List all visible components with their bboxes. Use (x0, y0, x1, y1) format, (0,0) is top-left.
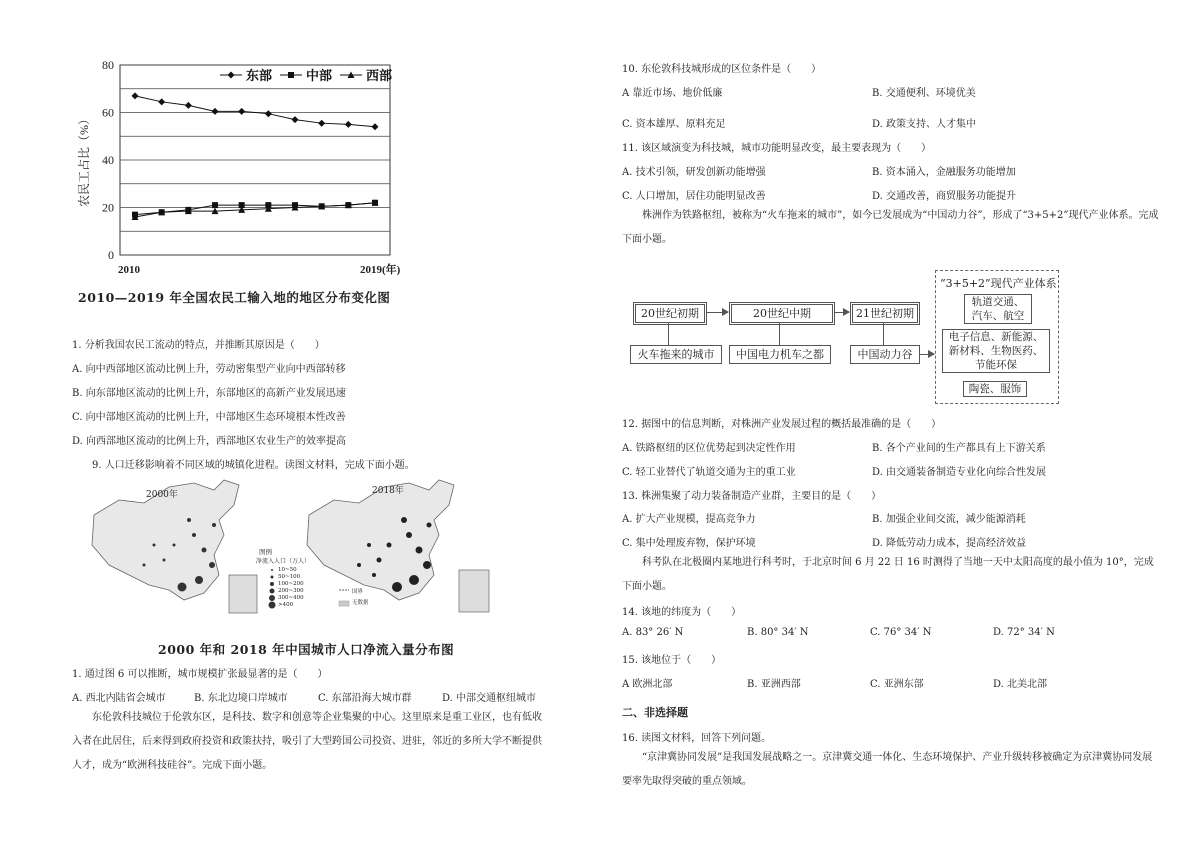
legend-label: 中部 (306, 68, 333, 83)
map-legend-boundary: 国界 (352, 589, 364, 595)
y-tick-label: 40 (102, 153, 114, 167)
data-point (372, 123, 379, 130)
q15-stem: 15. 该地位于（ ） (622, 655, 722, 666)
map-legend-item: 200~300 (278, 588, 304, 594)
data-point (212, 202, 218, 208)
jjj-passage: “京津冀协同发展”是我国发展战略之一。京津冀交通一体化、生态环境保护、产业升级转移被确定为京津冀协同发展要率先取得突破的重点领域。 (622, 752, 1153, 787)
legend-marker (228, 72, 235, 79)
q10-option-a[interactable]: A 靠近市场、地价低廉 (622, 88, 723, 99)
q15-option-d[interactable]: D. 北美北部 (993, 679, 1048, 690)
y-axis-label: 农民工占比（%） (77, 113, 91, 207)
q1-option-a[interactable]: A. 向中西部地区流动比例上升，劳动密集型产业向中西部转移 (72, 364, 346, 375)
map-legend-item: 300~400 (278, 595, 304, 601)
data-point (185, 102, 192, 109)
q13-option-c[interactable]: C. 集中处理废弃物，保护环境 (622, 538, 756, 549)
y-tick-label: 0 (108, 248, 114, 262)
map-legend-item: 100~200 (278, 581, 304, 587)
q14-option-a[interactable]: A. 83° 26′ N (622, 627, 684, 638)
q13-option-b[interactable]: B. 加强企业间交流，减少能源消耗 (872, 514, 1026, 525)
q10-option-d[interactable]: D. 政策支持、人才集中 (872, 119, 977, 130)
q11-option-c[interactable]: C. 人口增加，居住功能明显改善 (622, 191, 766, 202)
y-tick-label: 60 (102, 105, 114, 120)
q1b-option-a[interactable]: A. 西北内陆省会城市 (72, 693, 166, 704)
q14-option-d[interactable]: D. 72° 34′ N (993, 627, 1055, 638)
q11-option-b[interactable]: B. 资本涌入，金融服务功能增加 (872, 167, 1016, 178)
q14-option-c[interactable]: C. 76° 34′ N (870, 627, 932, 638)
q11-option-a[interactable]: A. 技术引领，研发创新功能增强 (622, 167, 766, 178)
stage-1-label: 火车拖来的城市 (630, 345, 722, 364)
legend-marker (288, 72, 294, 78)
q11-stem: 11. 该区域演变为科技城，城市功能明显改变，最主要表现为（ ） (622, 143, 932, 154)
q12-option-b[interactable]: B. 各个产业间的生产都具有上下游关系 (872, 443, 1046, 454)
section-2-heading: 二、非选择题 (622, 706, 688, 719)
q15-option-b[interactable]: B. 亚洲西部 (747, 679, 801, 690)
series-line (135, 96, 375, 127)
q16-stem: 16. 读图文材料，回答下列问题。 (622, 733, 772, 744)
x-tick-label: 2019(年) (360, 264, 401, 276)
q13-option-d[interactable]: D. 降低劳动力成本，提高经济效益 (872, 538, 1027, 549)
q12-option-c[interactable]: C. 轻工业替代了轨道交通为主的重工业 (622, 467, 796, 478)
data-point (292, 116, 299, 123)
q1b-option-c[interactable]: C. 东部沿海大城市群 (318, 693, 412, 704)
q12-option-a[interactable]: A. 铁路枢纽的区位优势起到决定性作用 (622, 443, 796, 454)
q1-stem: 1. 分析我国农民工流动的特点，并推断其原因是（ ） (72, 340, 325, 351)
q12-stem: 12. 据图中的信息判断，对株洲产业发展过程的概括最准确的是（ ） (622, 419, 942, 430)
q15-option-c[interactable]: C. 亚洲东部 (870, 679, 924, 690)
q10-option-b[interactable]: B. 交通便利、环境优美 (872, 88, 976, 99)
map-legend-item: >400 (278, 602, 294, 608)
data-point (265, 110, 272, 117)
q14-stem: 14. 该地的纬度为（ ） (622, 607, 742, 618)
industry-system-title: “3+5+2”现代产业体系 (940, 277, 1057, 290)
data-point (345, 121, 352, 128)
legend-label: 西部 (366, 68, 393, 83)
stage-3-box: 21世纪初期 (850, 302, 920, 325)
stage-3-label: 中国动力谷 (850, 345, 920, 364)
data-point (238, 108, 245, 115)
q13-stem: 13. 株洲集聚了动力装备制造产业群，主要目的是（ ） (622, 491, 882, 502)
sun-altitude-passage: 科考队在北极圈内某地进行科考时，于北京时间 6 月 22 日 16 时测得了当地一天中太阳高度的最小值为 10°，完成下面小题。 (622, 557, 1154, 592)
q1b-option-d[interactable]: D. 中部交通枢纽城市 (442, 693, 537, 704)
zhuzhou-passage: 株洲作为铁路枢纽，被称为“火车拖来的城市”，如今已发展成为“中国动力谷”，形成了“3+5+2”现代产业体系。完成下面小题。 (622, 210, 1159, 245)
q15-option-a[interactable]: A 欧洲北部 (622, 679, 673, 690)
q1b-stem: 1. 通过图 6 可以推断，城市规模扩张最显著的是（ ） (72, 669, 328, 680)
q1-option-d[interactable]: D. 向西部地区流动的比例上升，西部地区农业生产的效率提高 (72, 436, 347, 447)
map-year-2000: 2000年 (146, 490, 178, 500)
map-legend-item: 10~50 (278, 567, 297, 573)
chart-caption: 2010—2019 年全国农民工输入地的地区分布变化图 (78, 290, 391, 305)
map-legend-item: 50~100 (278, 574, 301, 580)
legend-label: 东部 (246, 68, 273, 83)
series-line (135, 203, 375, 215)
data-point (132, 92, 139, 99)
q13-option-a[interactable]: A. 扩大产业规模，提高竞争力 (622, 514, 756, 525)
q11-option-d[interactable]: D. 交通改善，商贸服务功能提升 (872, 191, 1017, 202)
data-point (158, 98, 165, 105)
map-legend-title: 图例 (259, 548, 272, 556)
y-tick-label: 20 (102, 200, 114, 215)
data-point (318, 120, 325, 127)
q10-stem: 10. 东伦敦科技城形成的区位条件是（ ） (622, 64, 822, 75)
population-inflow-map-figure (74, 475, 494, 625)
q1-option-b[interactable]: B. 向东部地区流动的比例上升，东部地区的高新产业发展迅速 (72, 388, 346, 399)
industry-ceramics-apparel: 陶瓷、服饰 (963, 381, 1027, 397)
stage-2-label: 中国电力机车之都 (729, 345, 831, 364)
migrant-worker-line-chart (70, 55, 410, 285)
map-legend-subtitle: 净流入人口（万人） (256, 558, 311, 565)
x-tick-label: 2010 (118, 264, 140, 276)
industry-high-tech: 电子信息、新能源、 新材料、生物医药、 节能环保 (942, 329, 1050, 373)
q12-option-d[interactable]: D. 由交通装备制造专业化向综合性发展 (872, 467, 1047, 478)
map-caption: 2000 年和 2018 年中国城市人口净流入量分布图 (158, 642, 455, 657)
london-passage: 东伦敦科技城位于伦敦东区，是科技、数字和创意等企业集聚的中心。这里原来是重工业区，也有低收入者在此居住，后来得到政府投资和政策扶持，吸引了大型跨国公司投资、进驻，邻近的多所大学不断提供人才，成为“欧洲科技硅谷”。完成下面小题。 (72, 712, 542, 771)
stage-1-box: 20世纪初期 (633, 302, 707, 325)
stage-2-box: 20世纪中期 (729, 302, 835, 325)
industry-rail-auto-aero: 轨道交通、 汽车、航空 (964, 294, 1032, 324)
q1b-option-b[interactable]: B. 东北边境口岸城市 (194, 693, 288, 704)
q10-option-c[interactable]: C. 资本雄厚、原料充足 (622, 119, 726, 130)
map-legend-nodata: 无数据 (352, 600, 369, 606)
q1-option-c[interactable]: C. 向中部地区流动的比例上升，中部地区生态环境根本性改善 (72, 412, 346, 423)
data-point (212, 108, 219, 115)
q14-option-b[interactable]: B. 80° 34′ N (747, 627, 809, 638)
map-year-2018: 2018年 (372, 486, 404, 496)
q9-intro: 9. 人口迁移影响着不同区域的城镇化进程。读图文材料，完成下面小题。 (92, 460, 415, 471)
y-tick-label: 80 (102, 58, 114, 72)
